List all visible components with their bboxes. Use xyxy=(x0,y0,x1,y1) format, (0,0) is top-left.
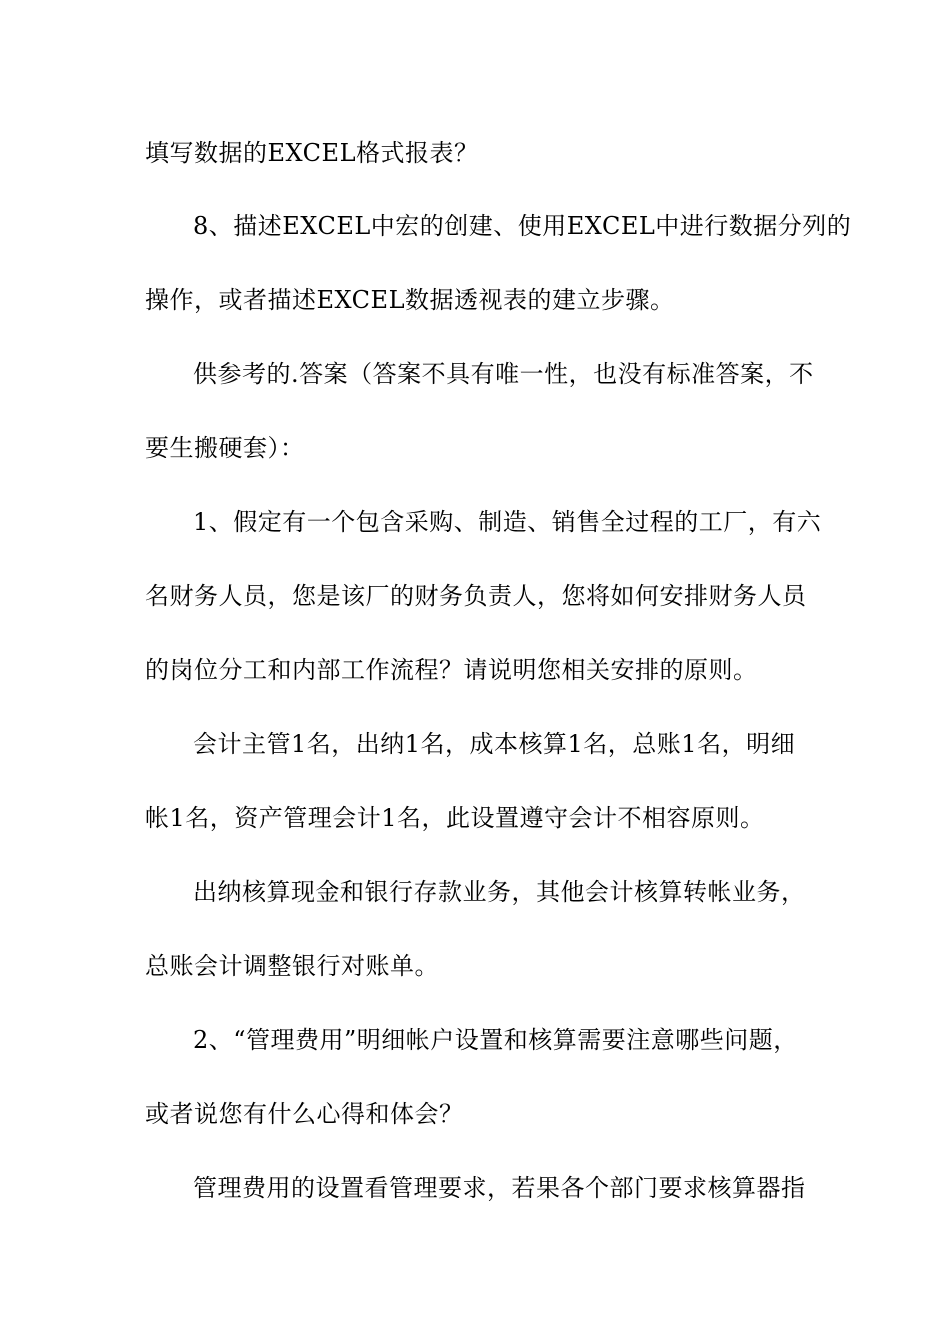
question-8-line-2: 操作，或者描述EXCEL数据透视表的建立步骤。 xyxy=(145,286,675,314)
answer-1-line-2: 名财务人员，您是该厂的财务负责人，您将如何安排财务人员 xyxy=(145,582,807,610)
answer-1-detail-line-1: 会计主管1名，出纳1名，成本核算1名，总账1名，明细 xyxy=(193,730,796,758)
answer-2-line-2: 或者说您有什么心得和体会？ xyxy=(145,1100,464,1128)
answer-header-line-1: 供参考的.答案（答案不具有唯一性，也没有标准答案，不 xyxy=(193,360,814,388)
question-8-line-1: 8、描述EXCEL中宏的创建、使用EXCEL中进行数据分列的 xyxy=(193,212,852,240)
answer-1-line-1: 1、假定有一个包含采购、制造、销售全过程的工厂，有六 xyxy=(193,508,822,536)
answer-2-line-1: 2、“管理费用”明细帐户设置和核算需要注意哪些问题， xyxy=(193,1026,798,1054)
answer-1-detail-line-3: 出纳核算现金和银行存款业务，其他会计核算转帐业务， xyxy=(193,878,806,906)
answer-1-detail-line-2: 帐1名，资产管理会计1名，此设置遵守会计不相容原则。 xyxy=(145,804,765,832)
answer-1-detail-line-4: 总账会计调整银行对账单。 xyxy=(145,952,439,980)
answer-1-line-3: 的岗位分工和内部工作流程？请说明您相关安排的原则。 xyxy=(145,656,758,684)
answer-header-line-2: 要生搬硬套）： xyxy=(145,434,305,462)
paragraph-line: 填写数据的EXCEL格式报表？ xyxy=(145,139,479,167)
answer-2-detail-line-1: 管理费用的设置看管理要求，若果各个部门要求核算器指 xyxy=(193,1174,806,1202)
